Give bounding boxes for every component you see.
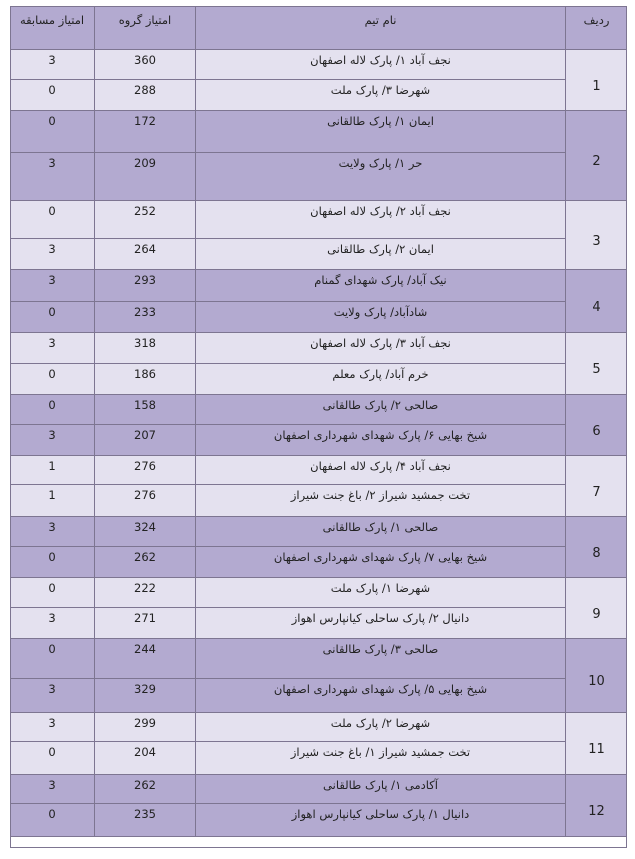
team-name-cell: تخت جمشید شیراز ۱/ باغ جنت شیراز bbox=[195, 742, 565, 775]
match-score-cell: 0 bbox=[10, 639, 94, 679]
match-score-cell: 3 bbox=[10, 517, 94, 547]
group-score-cell: 207 bbox=[94, 425, 195, 456]
rank-cell: 5 bbox=[565, 333, 627, 395]
group-score-cell: 271 bbox=[94, 608, 195, 639]
group-score-cell: 209 bbox=[94, 153, 195, 201]
rank-cell: 1 bbox=[565, 50, 627, 111]
group-score-cell: 262 bbox=[94, 775, 195, 804]
group-score-cell: 318 bbox=[94, 333, 195, 364]
team-name-cell: تخت جمشید شیراز ۲/ باغ جنت شیراز bbox=[195, 485, 565, 517]
team-name-cell: نیک آباد/ پارک شهدای گمنام bbox=[195, 270, 565, 302]
group-score-cell: 262 bbox=[94, 547, 195, 578]
team-name-cell: حر ۱/ پارک ولایت bbox=[195, 153, 565, 201]
team-name-cell: ایمان ۱/ پارک طالقانی bbox=[195, 111, 565, 153]
team-name-cell: شیخ بهایی ۵/ پارک شهدای شهرداری اصفهان bbox=[195, 679, 565, 713]
team-name-cell: دانیال ۱/ پارک ساحلی کیانپارس اهواز bbox=[195, 804, 565, 837]
team-name-cell: دانیال ۲/ پارک ساحلی کیانپارس اهواز bbox=[195, 608, 565, 639]
group-score-cell: 293 bbox=[94, 270, 195, 302]
rank-cell: 9 bbox=[565, 578, 627, 639]
group-score-cell: 186 bbox=[94, 364, 195, 395]
match-score-cell: 0 bbox=[10, 578, 94, 608]
group-score-cell: 299 bbox=[94, 713, 195, 742]
group-score-cell: 276 bbox=[94, 485, 195, 517]
group-score-cell: 252 bbox=[94, 201, 195, 239]
group-score-cell: 235 bbox=[94, 804, 195, 837]
match-score-cell: 3 bbox=[10, 153, 94, 201]
match-score-cell: 0 bbox=[10, 547, 94, 578]
match-score-cell: 0 bbox=[10, 804, 94, 837]
match-score-cell: 3 bbox=[10, 239, 94, 270]
rank-cell: 6 bbox=[565, 395, 627, 456]
group-score-cell: 264 bbox=[94, 239, 195, 270]
match-score-cell: 3 bbox=[10, 425, 94, 456]
match-score-cell: 3 bbox=[10, 270, 94, 302]
group-score-cell: 360 bbox=[94, 50, 195, 80]
match-score-cell: 1 bbox=[10, 456, 94, 485]
rank-cell: 7 bbox=[565, 456, 627, 517]
match-score-cell: 3 bbox=[10, 713, 94, 742]
match-score-cell: 1 bbox=[10, 485, 94, 517]
match-score-cell: 0 bbox=[10, 395, 94, 425]
group-score-cell: 329 bbox=[94, 679, 195, 713]
team-name-cell: نجف آباد ۴/ پارک لاله اصفهان bbox=[195, 456, 565, 485]
match-score-cell: 3 bbox=[10, 50, 94, 80]
team-name-cell: خرم آباد/ پارک معلم bbox=[195, 364, 565, 395]
match-score-cell: 3 bbox=[10, 333, 94, 364]
group-score-cell: 276 bbox=[94, 456, 195, 485]
team-name-cell: شهرضا ۲/ پارک ملت bbox=[195, 713, 565, 742]
match-score-cell: 0 bbox=[10, 742, 94, 775]
match-score-cell: 3 bbox=[10, 775, 94, 804]
team-name-cell: صالحی ۲/ پارک طالقانی bbox=[195, 395, 565, 425]
team-name-cell: شهرضا ۱/ پارک ملت bbox=[195, 578, 565, 608]
group-score-cell: 324 bbox=[94, 517, 195, 547]
table-header bbox=[10, 6, 627, 50]
header-group-score: امتیاز گروه bbox=[94, 7, 195, 51]
match-score-cell: 0 bbox=[10, 111, 94, 153]
group-score-cell: 222 bbox=[94, 578, 195, 608]
rank-cell: 12 bbox=[565, 775, 627, 837]
rank-cell: 10 bbox=[565, 639, 627, 713]
match-score-cell: 3 bbox=[10, 679, 94, 713]
match-score-cell: 0 bbox=[10, 302, 94, 333]
group-score-cell: 158 bbox=[94, 395, 195, 425]
group-score-cell: 204 bbox=[94, 742, 195, 775]
match-score-cell: 0 bbox=[10, 201, 94, 239]
rank-cell: 3 bbox=[565, 201, 627, 270]
match-score-cell: 3 bbox=[10, 608, 94, 639]
group-score-cell: 288 bbox=[94, 80, 195, 111]
group-score-cell: 172 bbox=[94, 111, 195, 153]
team-name-cell: نجف آباد ۲/ پارک لاله اصفهان bbox=[195, 201, 565, 239]
group-score-cell: 244 bbox=[94, 639, 195, 679]
team-name-cell: ایمان ۲/ پارک طالقانی bbox=[195, 239, 565, 270]
header-team-name: نام تیم bbox=[195, 7, 565, 51]
team-name-cell: شیخ بهایی ۷/ پارک شهدای شهرداری اصفهان bbox=[195, 547, 565, 578]
rank-cell: 2 bbox=[565, 111, 627, 201]
team-name-cell: صالحی ۱/ پارک طالقانی bbox=[195, 517, 565, 547]
team-name-cell: آکادمی ۱/ پارک طالقانی bbox=[195, 775, 565, 804]
team-name-cell: صالحی ۳/ پارک طالقانی bbox=[195, 639, 565, 679]
match-score-cell: 0 bbox=[10, 80, 94, 111]
header-rank: ردیف bbox=[565, 7, 627, 51]
header-match-score: امتیاز مسابقه bbox=[19, 13, 85, 27]
team-name-cell: شیخ بهایی ۶/ پارک شهدای شهرداری اصفهان bbox=[195, 425, 565, 456]
team-name-cell: شهرضا ۳/ پارک ملت bbox=[195, 80, 565, 111]
rank-cell: 11 bbox=[565, 713, 627, 775]
rank-cell: 8 bbox=[565, 517, 627, 578]
match-score-cell: 0 bbox=[10, 364, 94, 395]
team-name-cell: نجف آباد ۳/ پارک لاله اصفهان bbox=[195, 333, 565, 364]
team-name-cell: نجف آباد ۱/ پارک لاله اصفهان bbox=[195, 50, 565, 80]
team-name-cell: شادآباد/ پارک ولایت bbox=[195, 302, 565, 333]
group-score-cell: 233 bbox=[94, 302, 195, 333]
rank-cell: 4 bbox=[565, 270, 627, 333]
